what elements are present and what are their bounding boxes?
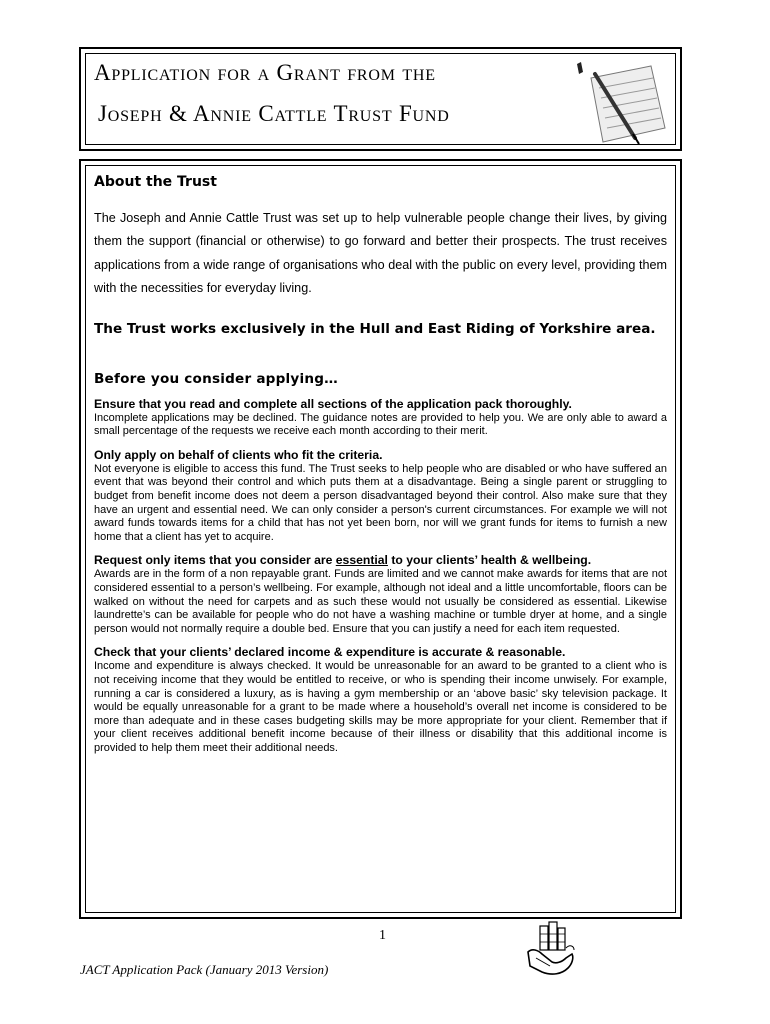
content-inner-border (85, 165, 676, 913)
section-heading: Check that your clients’ declared income & expenditure is accurate & reasonable. (94, 645, 566, 660)
section-criteria (94, 448, 667, 545)
title-line-1: Application for a Grant from the (94, 60, 436, 85)
section-income-expenditure (94, 645, 667, 755)
before-applying-heading: Before you consider applying… (94, 370, 338, 387)
section-body: Income and expenditure is always checked. It would be unreasonable for an award to be granted to a client who is not receiving income that they would be entitled to receive, or who is spending their income unwisely. For example, running a car is considered a luxury, as is having a gym membership or an ‘above basic’ sky television package. It would be equally unreasonable for a grant to be made where a household’s overall net income is considered to be more than adequate and in these cases budgeting skills may be more appropriate for your client. Remember that if your client receives additional benefit income because of their illness or disability that this additional income is provided to help them meet their additional needs. (94, 660, 667, 754)
about-heading: About the Trust (94, 174, 217, 190)
title-line-2: Joseph & Annie Cattle Trust Fund (98, 101, 450, 126)
footer-text: JACT Application Pack (January 2013 Version) (80, 962, 329, 977)
area-statement: The Trust works exclusively in the Hull and East Riding of Yorkshire area. (94, 320, 656, 337)
pen-and-paper-icon (573, 58, 669, 150)
section-heading-pre: Request only items that you consider are (94, 553, 336, 568)
header-box (79, 47, 682, 151)
about-intro: The Joseph and Annie Cattle Trust was set up to help vulnerable people change their lives, by giving them the support (financial or otherwise) to go forward and better their prospects. The trust receives applications from a wide range of organisations who deal with the public on every level, providing them with the necessities for everyday living. (94, 211, 667, 296)
page-number: 1 (379, 928, 386, 943)
section-read-complete (94, 397, 667, 439)
section-heading: Ensure that you read and complete all sections of the application pack thoroughly. (94, 396, 572, 411)
section-heading: Only apply on behalf of clients who fit the criteria. (94, 447, 383, 462)
section-essential-items (94, 553, 667, 636)
section-heading-post: to your clients’ health & wellbeing. (387, 553, 592, 568)
section-body: Awards are in the form of a non repayable grant. Funds are limited and we cannot make awards for items that are not considered essential to a person’s wellbeing. For example, although not ideal and a little uncomfortable, floors can be walked on without the need for carpets and as such these would not usually be considered as essential. Likewise laundrette’s can be available for people who do not have a washing machine or tumble dryer at home, and a single person would not normally require a double bed. Ensure that you can justify a need for each item requested. (94, 568, 667, 635)
content-box (79, 159, 682, 919)
section-body: Not everyone is eligible to access this fund. The Trust seeks to help people who are disabled or who have suffered an event that was beyond their control and which puts them at a disadvantage. Being a single parent or struggling to budget from benefit income does not deem a person disadvantaged beyond their control. Also make sure that they have an urgent and essential need. We can only consider a person's current circumstances. For example we will not award funds towards items for a child that has not yet been born, nor will we grant funds for items to furnish a new home that a client has yet to acquire. (94, 462, 667, 543)
hand-holding-cattle-logo-icon (522, 918, 578, 980)
section-body: Incomplete applications may be declined. The guidance notes are provided to help you. We are only able to award a small percentage of the requests we receive each month according to their merit. (94, 411, 667, 438)
section-heading-emphasis: essential (335, 553, 388, 568)
header-inner-border (85, 53, 676, 145)
section-heading (94, 553, 667, 568)
